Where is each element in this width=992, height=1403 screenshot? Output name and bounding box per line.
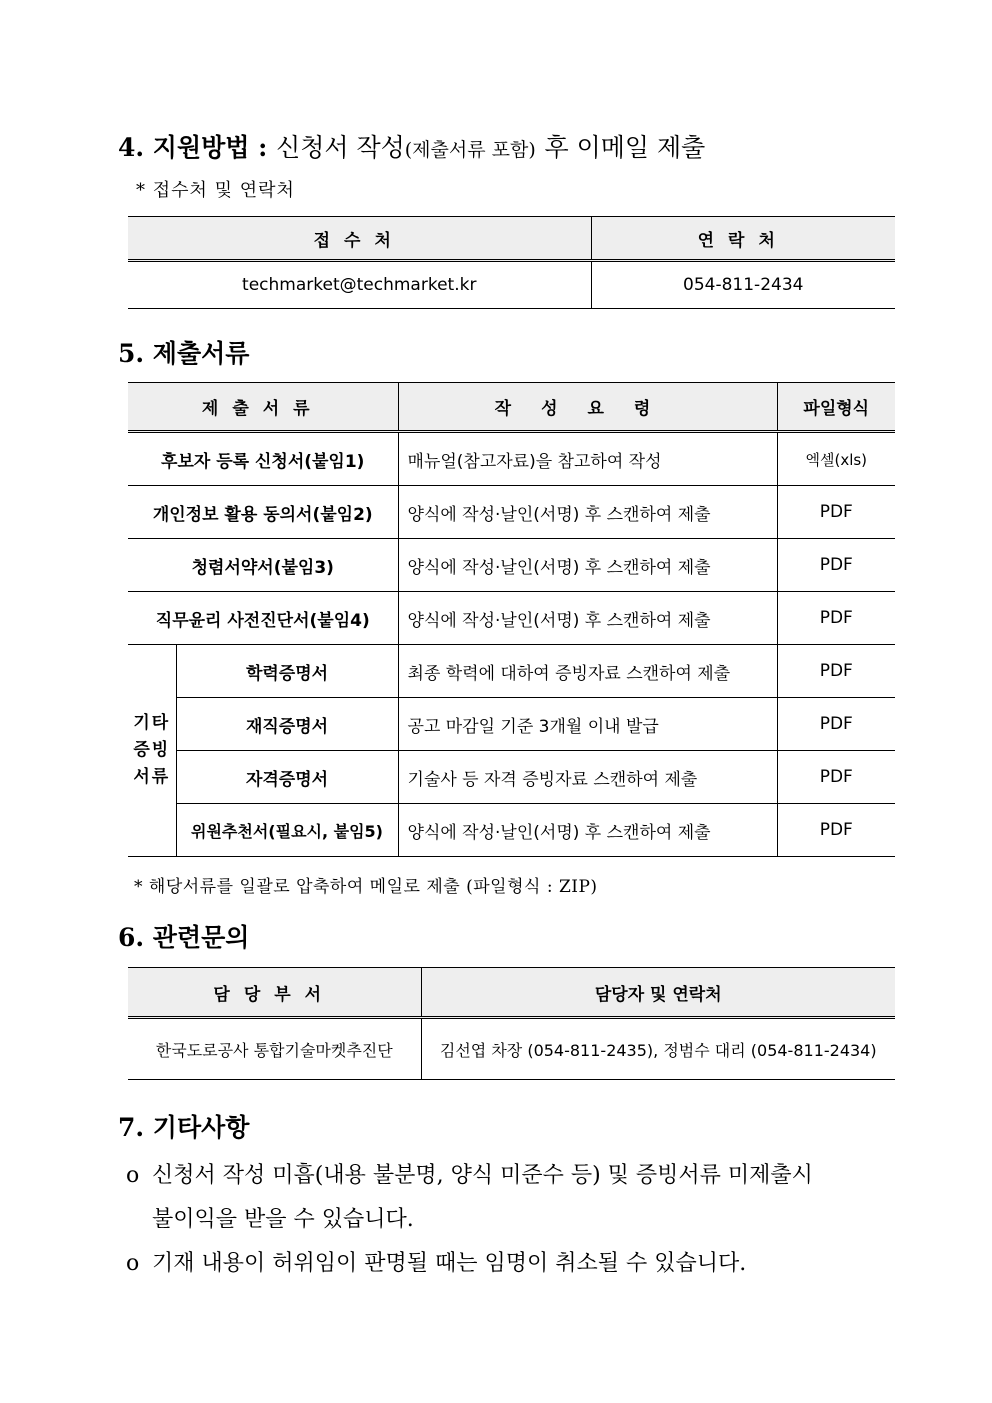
header-contact: 연락처 [591, 217, 895, 261]
section-4-method-tail: 후 이메일 제출 [544, 133, 706, 162]
notice-item-2 [126, 1242, 894, 1286]
other-documents-group [128, 645, 176, 857]
doc-name: 자격증명서 [176, 751, 398, 804]
group-label-line: 서류 [133, 767, 171, 787]
contact-phone: 054-811-2434 [683, 275, 804, 295]
table-row [128, 804, 895, 857]
doc-name: 개인정보 활용 동의서(붙임2) [128, 486, 398, 539]
contact-table [128, 216, 895, 309]
section-4-heading [118, 128, 705, 164]
doc-format: PDF [777, 645, 895, 698]
section-5-heading: 5. 제출서류 [118, 339, 250, 368]
header-format: 파일형식 [777, 383, 895, 432]
group-label-line: 기타 [133, 713, 171, 733]
contact-persons: 김선엽 차장 (054-811-2435), 정범수 대리 (054-811-2434) [439, 1040, 877, 1060]
notice-item-1 [126, 1154, 894, 1242]
table-row [128, 432, 895, 486]
doc-guide: 매뉴얼(참고자료)을 참고하여 작성 [398, 432, 777, 486]
bullet-mark: o [126, 1251, 140, 1276]
reception-email[interactable]: techmarket@techmarket.kr [128, 261, 591, 309]
department-name: 한국도로공사 통합기술마켓추진단 [128, 1018, 421, 1080]
doc-guide: 최종 학력에 대하여 증빙자료 스캔하여 제출 [398, 645, 777, 698]
doc-guide: 양식에 작성·날인(서명) 후 스캔하여 제출 [398, 539, 777, 592]
doc-guide: 기술사 등 자격 증빙자료 스캔하여 제출 [398, 751, 777, 804]
table-row [128, 539, 895, 592]
doc-format: PDF [777, 698, 895, 751]
doc-guide: 공고 마감일 기준 3개월 이내 발급 [398, 698, 777, 751]
notice-1-line-2: 불이익을 받을 수 있습니다. [152, 1207, 414, 1232]
table-row [128, 486, 895, 539]
section-6-heading: 6. 관련문의 [118, 923, 250, 952]
doc-name: 청렴서약서(붙임3) [128, 539, 398, 592]
header-person-contact: 담당자 및 연락처 [421, 968, 895, 1018]
doc-name: 위원추천서(필요시, 붙임5) [176, 804, 398, 857]
doc-name: 재직증명서 [176, 698, 398, 751]
doc-guide: 양식에 작성·날인(서명) 후 스캔하여 제출 [398, 486, 777, 539]
doc-format: 엑셀(xls) [777, 432, 895, 486]
contact-note: * 접수처 및 연락처 [136, 180, 295, 201]
submission-note: * 해당서류를 일괄로 압축하여 메일로 제출 (파일형식 : ZIP) [134, 877, 598, 897]
header-guide: 작성요령 [398, 383, 777, 432]
header-reception: 접수처 [128, 217, 591, 261]
doc-format: PDF [777, 751, 895, 804]
documents-table [128, 382, 895, 857]
doc-format: PDF [777, 539, 895, 592]
inquiry-table [128, 967, 895, 1080]
table-row [128, 698, 895, 751]
notice-2-text: 기재 내용이 허위임이 판명될 때는 임명이 취소될 수 있습니다. [152, 1251, 747, 1276]
doc-guide: 양식에 작성·날인(서명) 후 스캔하여 제출 [398, 804, 777, 857]
doc-name: 학력증명서 [176, 645, 398, 698]
group-label-line: 증빙 [133, 740, 171, 760]
header-documents: 제출서류 [128, 383, 398, 432]
doc-guide: 양식에 작성·날인(서명) 후 스캔하여 제출 [398, 592, 777, 645]
section-4-method: 신청서 작성 [276, 133, 405, 162]
section-4-method-paren: (제출서류 포함) [404, 139, 536, 161]
doc-format: PDF [777, 486, 895, 539]
doc-name: 직무윤리 사전진단서(붙임4) [128, 592, 398, 645]
table-row [128, 592, 895, 645]
section-4-title: 4. 지원방법 : [118, 133, 268, 162]
notice-1-line-1: 신청서 작성 미흡(내용 불분명, 양식 미준수 등) 및 증빙서류 미제출시 [152, 1163, 813, 1188]
doc-format: PDF [777, 592, 895, 645]
table-row [128, 751, 895, 804]
section-7-heading: 7. 기타사항 [118, 1113, 250, 1142]
header-department: 담당부서 [128, 968, 421, 1018]
table-row [128, 645, 895, 698]
bullet-mark: o [126, 1163, 140, 1188]
doc-format: PDF [819, 820, 853, 840]
doc-name: 후보자 등록 신청서(붙임1) [128, 432, 398, 486]
